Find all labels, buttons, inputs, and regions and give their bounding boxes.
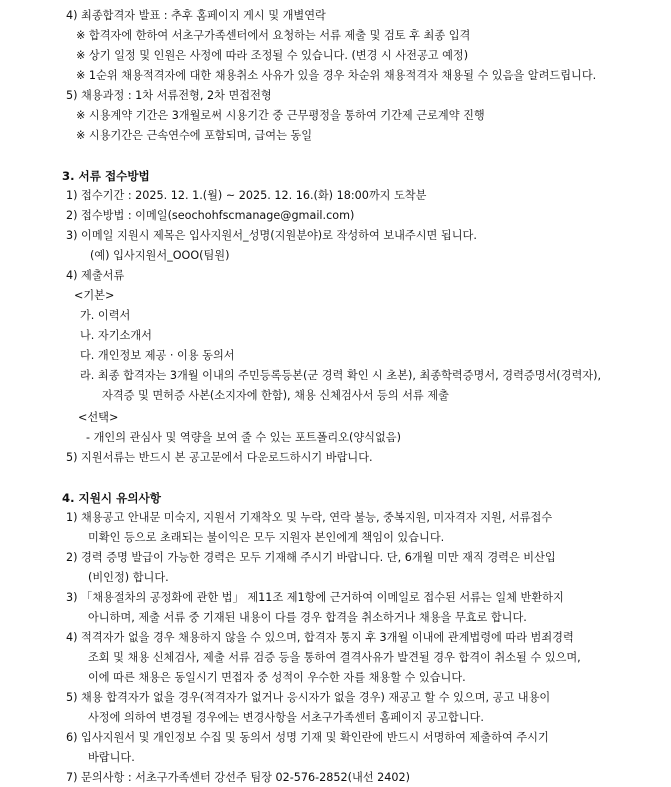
text-line: <기본> bbox=[74, 289, 115, 302]
text-line: 3) 「채용절차의 공정화에 관한 법」 제11조 제1항에 근거하여 이메일로 접수된 서류는 일체 반환하지 bbox=[66, 591, 564, 604]
text-line: 2) 경력 증명 발급이 가능한 경력은 모두 기재해 주시기 바랍니다. 단, 6개월 미만 재직 경력은 비산입 bbox=[66, 551, 556, 564]
text-line: 라. 최종 합격자는 3개월 이내의 주민등록등본(군 경력 확인 시 초본), 최종학력증명서, 경력증명서(경력자), bbox=[80, 369, 602, 382]
text-line: ※ 합격자에 한하여 서초구가족센터에서 요청하는 서류 제출 및 검토 후 최종 입격 bbox=[76, 29, 471, 42]
text-line: 사정에 의하여 변경될 경우에는 변경사항을 서초구가족센터 홈페이지 공고합니다. bbox=[88, 711, 484, 724]
text-line: <선택> bbox=[78, 411, 119, 424]
text-line: 4) 최종합격자 발표 : 추후 홈페이지 게시 및 개별연락 bbox=[66, 9, 326, 22]
text-line: 2) 접수방법 : 이메일(seochohfscmanage@gmail.com) bbox=[66, 209, 355, 222]
text-line: - 개인의 관심사 및 역량을 보여 줄 수 있는 포트폴리오(양식없음) bbox=[86, 431, 401, 444]
section-heading: 4. 지원시 유의사항 bbox=[62, 491, 161, 505]
text-line: ※ 시용계약 기간은 3개월로써 시용기간 중 근무평정을 통하여 기간제 근로계약 진행 bbox=[76, 109, 485, 122]
text-line: (비인정) 합니다. bbox=[88, 571, 169, 584]
section-heading: 3. 서류 접수방법 bbox=[62, 169, 150, 183]
text-line: 아니하며, 제출 서류 중 기재된 내용이 다를 경우 합격을 취소하거나 채용을 무효로 합니다. bbox=[88, 611, 527, 624]
text-line: 바랍니다. bbox=[88, 751, 135, 764]
text-line: ※ 시용기간은 근속연수에 포함되며, 급여는 동일 bbox=[76, 129, 313, 142]
text-line: 가. 이력서 bbox=[80, 309, 131, 322]
text-line: 조회 및 채용 신체검사, 제출 서류 검증 등을 통하여 결격사유가 발견될 경우 합격이 취소될 수 있으며, bbox=[88, 651, 581, 664]
text-line: 4) 제출서류 bbox=[66, 269, 125, 282]
text-line: ※ 상기 일정 및 인원은 사정에 따라 조정될 수 있습니다. (변경 시 사전공고 예정) bbox=[76, 49, 469, 62]
text-line: 다. 개인정보 제공 · 이용 동의서 bbox=[80, 349, 235, 362]
text-line: 4) 적격자가 없을 경우 채용하지 않을 수 있으며, 합격자 통지 후 3개월 이내에 관계법령에 따라 범죄경력 bbox=[66, 631, 574, 644]
text-line: (예) 입사지원서_OOO(팀원) bbox=[90, 249, 230, 262]
text-line: 1) 채용공고 안내문 미숙지, 지원서 기재착오 및 누락, 연락 불능, 중복지원, 미자격자 지원, 서류접수 bbox=[66, 511, 553, 524]
text-line: 이에 따른 채용은 동일시기 면접자 중 성적이 우수한 자를 채용할 수 있습니다. bbox=[88, 671, 466, 684]
text-line: 3) 이메일 지원시 제목은 입사지원서_성명(지원분야)로 작성하여 보내주시면 됩니다. bbox=[66, 229, 477, 242]
text-line: 5) 지원서류는 반드시 본 공고문에서 다운로드하시기 바랍니다. bbox=[66, 451, 373, 464]
text-line: 나. 자기소개서 bbox=[80, 329, 152, 342]
text-line: 5) 채용 합격자가 없을 경우(적격자가 없거나 응시자가 없을 경우) 재공고 할 수 있으며, 공고 내용이 bbox=[66, 691, 551, 704]
text-line: 1) 접수기간 : 2025. 12. 1.(월) ~ 2025. 12. 16.(화) 18:00까지 도착분 bbox=[66, 189, 427, 202]
text-line: 5) 채용과정 : 1차 서류전형, 2차 면접전형 bbox=[66, 89, 272, 102]
text-line: 7) 문의사항 : 서초구가족센터 강선주 팀장 02-576-2852(내선 2402) bbox=[66, 771, 411, 784]
text-line: ※ 1순위 채용적격자에 대한 채용취소 사유가 있을 경우 차순위 채용적격자 채용될 수 있음을 알려드립니다. bbox=[76, 69, 597, 82]
text-line: 6) 입사지원서 및 개인정보 수집 및 동의서 성명 기재 및 확인란에 반드시 서명하여 제출하여 주시기 bbox=[66, 731, 549, 744]
text-line: 미확인 등으로 초래되는 불이익은 모두 지원자 본인에게 책임이 있습니다. bbox=[88, 531, 445, 544]
text-line: 자격증 및 면허증 사본(소지자에 한함), 채용 신체검사서 등의 서류 제출 bbox=[102, 389, 449, 402]
